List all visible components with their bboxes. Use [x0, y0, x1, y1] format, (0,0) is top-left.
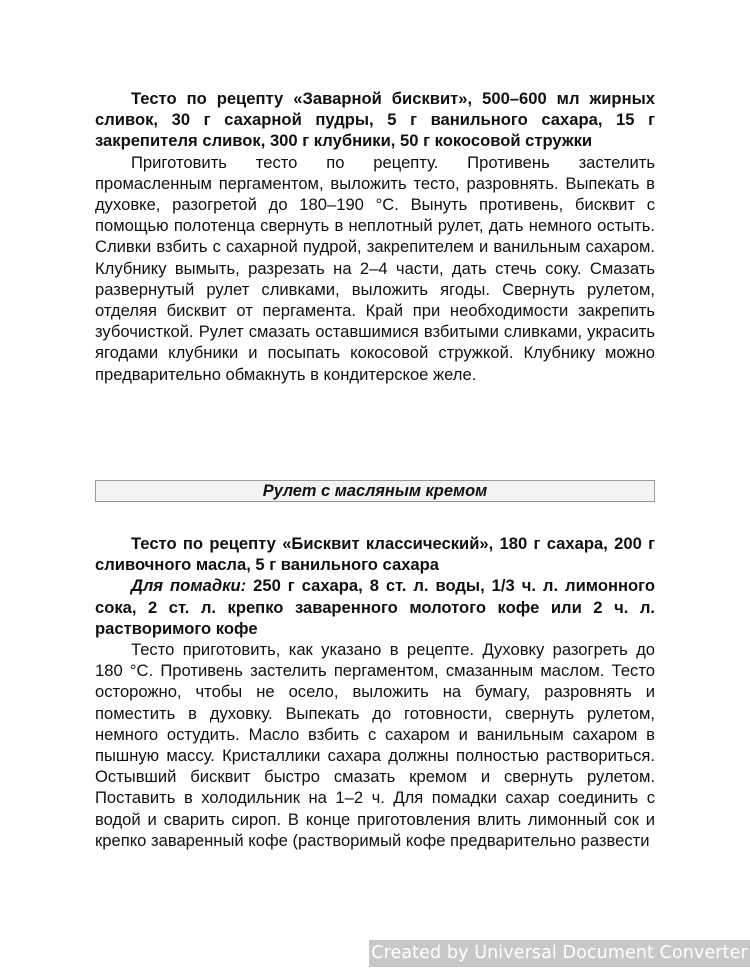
recipe-1-ingredients: Тесто по рецепту «Заварной бисквит», 500–600 мл жирных сливок, 30 г сахарной пудры, 5 г ванильного сахара, 15 г закрепителя сливок, 300 г клубники, 50 г кокосовой стружки: [95, 89, 655, 151]
recipe-1-method: Приготовить тесто по рецепту. Противень застелить промасленным пергаментом, выложить тесто, разровнять. Выпекать в духовке, разогретой до 180–190 °С. Вынуть противень, бисквит с помощью полотенца свернуть в неплотный рулет, дать немного остыть. Сливки взбить с сахарной пудрой, закрепителем и ванильным сахаром. Клубнику вымыть, разрезать на 2–4 части, дать стечь соку. Смазать развернутый рулет сливками, выложить ягоды. Свернуть рулетом, отделяя бисквит от пергамента. Край при необходимости закрепить зубочисткой. Рулет смазать оставшимися взбитыми сливками, украсить ягодами клубники и посыпать кокосовой стружкой. Клубнику можно предварительно обмакнуть в кондитерское желе.: [95, 152, 655, 384]
recipe-2-fondant: [95, 575, 655, 639]
recipe-2-ingredients: Тесто по рецепту «Бисквит классический», 180 г сахара, 200 г сливочного масла, 5 г ванильного сахара: [95, 534, 655, 575]
recipe-1-block: [95, 88, 655, 385]
converter-watermark: Created by Universal Document Converter: [369, 940, 750, 967]
recipe-2-block: [95, 533, 655, 851]
recipe-2-method: Тесто приготовить, как указано в рецепте. Духовку разогреть до 180 °С. Противень застелить пергаментом, смазанным маслом. Тесто осторожно, чтобы не осело, выложить на бумагу, разровнять и поместить в духовку. Выпекать до готовности, свернуть рулетом, немного остудить. Масло взбить с сахаром и ванильным сахаром в пышную массу. Кристаллики сахара должны полностью раствориться. Остывший бисквит быстро смазать кремом и свернуть рулетом. Поставить в холодильник на 1–2 ч. Для помадки сахар соединить с водой и сварить сироп. В конце приготовления влить лимонный сок и крепко заваренный кофе (растворимый кофе предварительно развести: [95, 640, 655, 850]
fondant-ingredients: 250 г сахара, 8 ст. л. воды, 1/3 ч. л. лимонного сока, 2 ст. л. крепко заваренного молотого кофе или 2 ч. л. растворимого кофе: [95, 576, 655, 638]
section-title: Рулет с масляным кремом: [95, 480, 655, 502]
fondant-label: Для помадки:: [131, 576, 247, 596]
